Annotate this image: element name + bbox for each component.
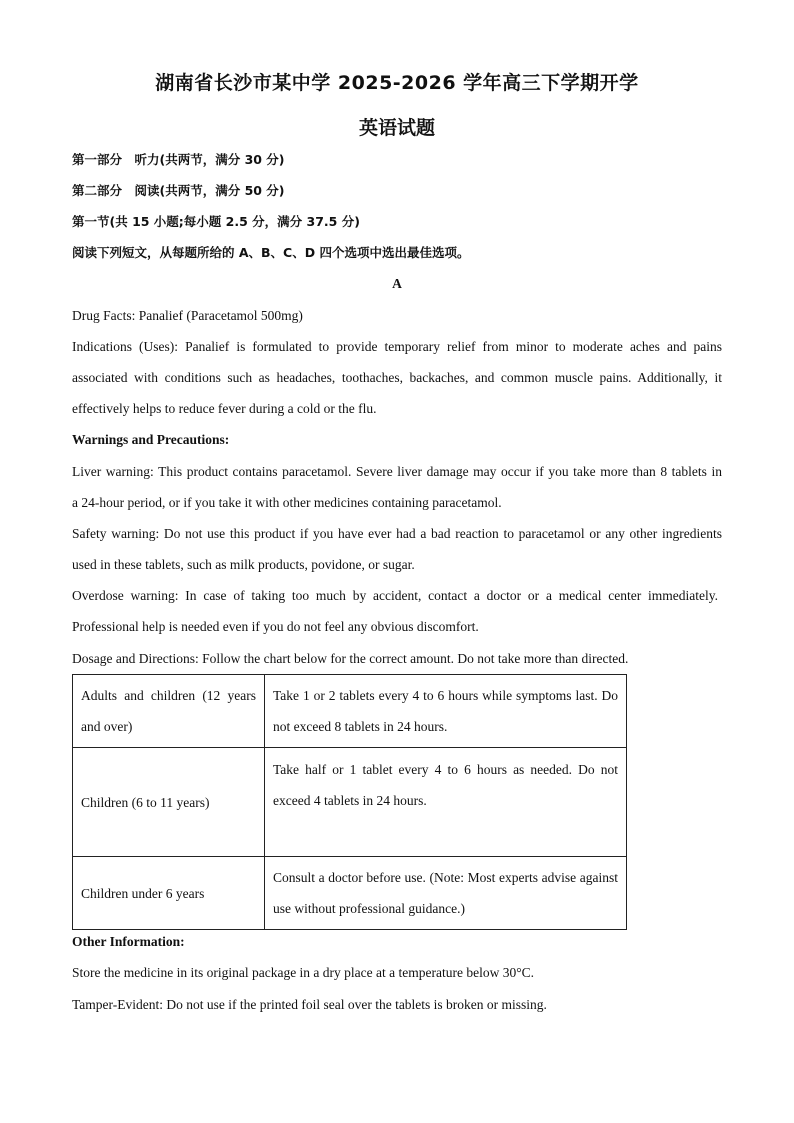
- indications-line-1: Indications (Uses): Panalief is formulated to provide temporary relief from minor to moderate aches and pains: [72, 339, 722, 354]
- safety-warning-line-2: used in these tablets, such as milk products, povidone, or sugar.: [72, 557, 415, 572]
- table-cell-direction: Consult a doctor before use. (Note: Most experts advise against use without professional guidance.): [265, 857, 627, 930]
- warnings-heading: Warnings and Precautions:: [72, 432, 230, 447]
- table-row: [73, 675, 627, 748]
- exam-title: 湖南省长沙市某中学 2025-2026 学年高三下学期开学: [155, 72, 639, 94]
- table-row: [73, 857, 627, 930]
- safety-warning-line-1: Safety warning: Do not use this product if you have ever had a bad reaction to paracetamol or any other ingredients: [72, 526, 722, 541]
- dosage-table: [72, 674, 627, 930]
- table-row: [73, 748, 627, 857]
- storage-info: Store the medicine in its original package in a dry place at a temperature below 30°C.: [72, 965, 534, 980]
- overdose-warning-line-2: Professional help is needed even if you do not feel any obvious discomfort.: [72, 619, 479, 634]
- section1-heading: 第一节(共 15 小题;每小题 2.5 分，满分 37.5 分): [72, 214, 360, 229]
- exam-subtitle: 英语试题: [358, 117, 435, 139]
- passage-label: A: [392, 276, 402, 291]
- tamper-info: Tamper-Evident: Do not use if the printed foil seal over the tablets is broken or missing.: [72, 997, 547, 1012]
- instructions: 阅读下列短文，从每题所给的 A、B、C、D 四个选项中选出最佳选项。: [72, 245, 470, 260]
- table-cell-group: Children (6 to 11 years): [73, 748, 265, 857]
- indications-line-2: associated with conditions such as headaches, toothaches, backaches, and common muscle pains. Additionally, it: [72, 370, 722, 385]
- dosage-intro: Dosage and Directions: Follow the chart below for the correct amount. Do not take more than directed.: [72, 651, 629, 666]
- table-cell-direction: Take half or 1 tablet every 4 to 6 hours as needed. Do not exceed 4 tablets in 24 hours.: [265, 748, 627, 857]
- table-cell-direction: Take 1 or 2 tablets every 4 to 6 hours while symptoms last. Do not exceed 8 tablets in 24 hours.: [265, 675, 627, 748]
- drug-facts: Drug Facts: Panalief (Paracetamol 500mg): [72, 308, 303, 323]
- liver-warning-line-2: a 24-hour period, or if you take it with other medicines containing paracetamol.: [72, 495, 502, 510]
- part2-heading: 第二部分 阅读(共两节，满分 50 分): [72, 183, 285, 198]
- overdose-warning-line-1: Overdose warning: In case of taking too much by accident, contact a doctor or a medical center immediately.: [72, 588, 718, 603]
- table-cell-group: Children under 6 years: [73, 857, 265, 930]
- liver-warning-line-1: Liver warning: This product contains paracetamol. Severe liver damage may occur if you take more than 8 tablets in: [72, 464, 722, 479]
- indications-line-3: effectively helps to reduce fever during a cold or the flu.: [72, 401, 377, 416]
- other-info-heading: Other Information:: [72, 934, 185, 949]
- part1-heading: 第一部分 听力(共两节，满分 30 分): [72, 152, 285, 167]
- table-cell-group: Adults and children (12 years and over): [73, 675, 265, 748]
